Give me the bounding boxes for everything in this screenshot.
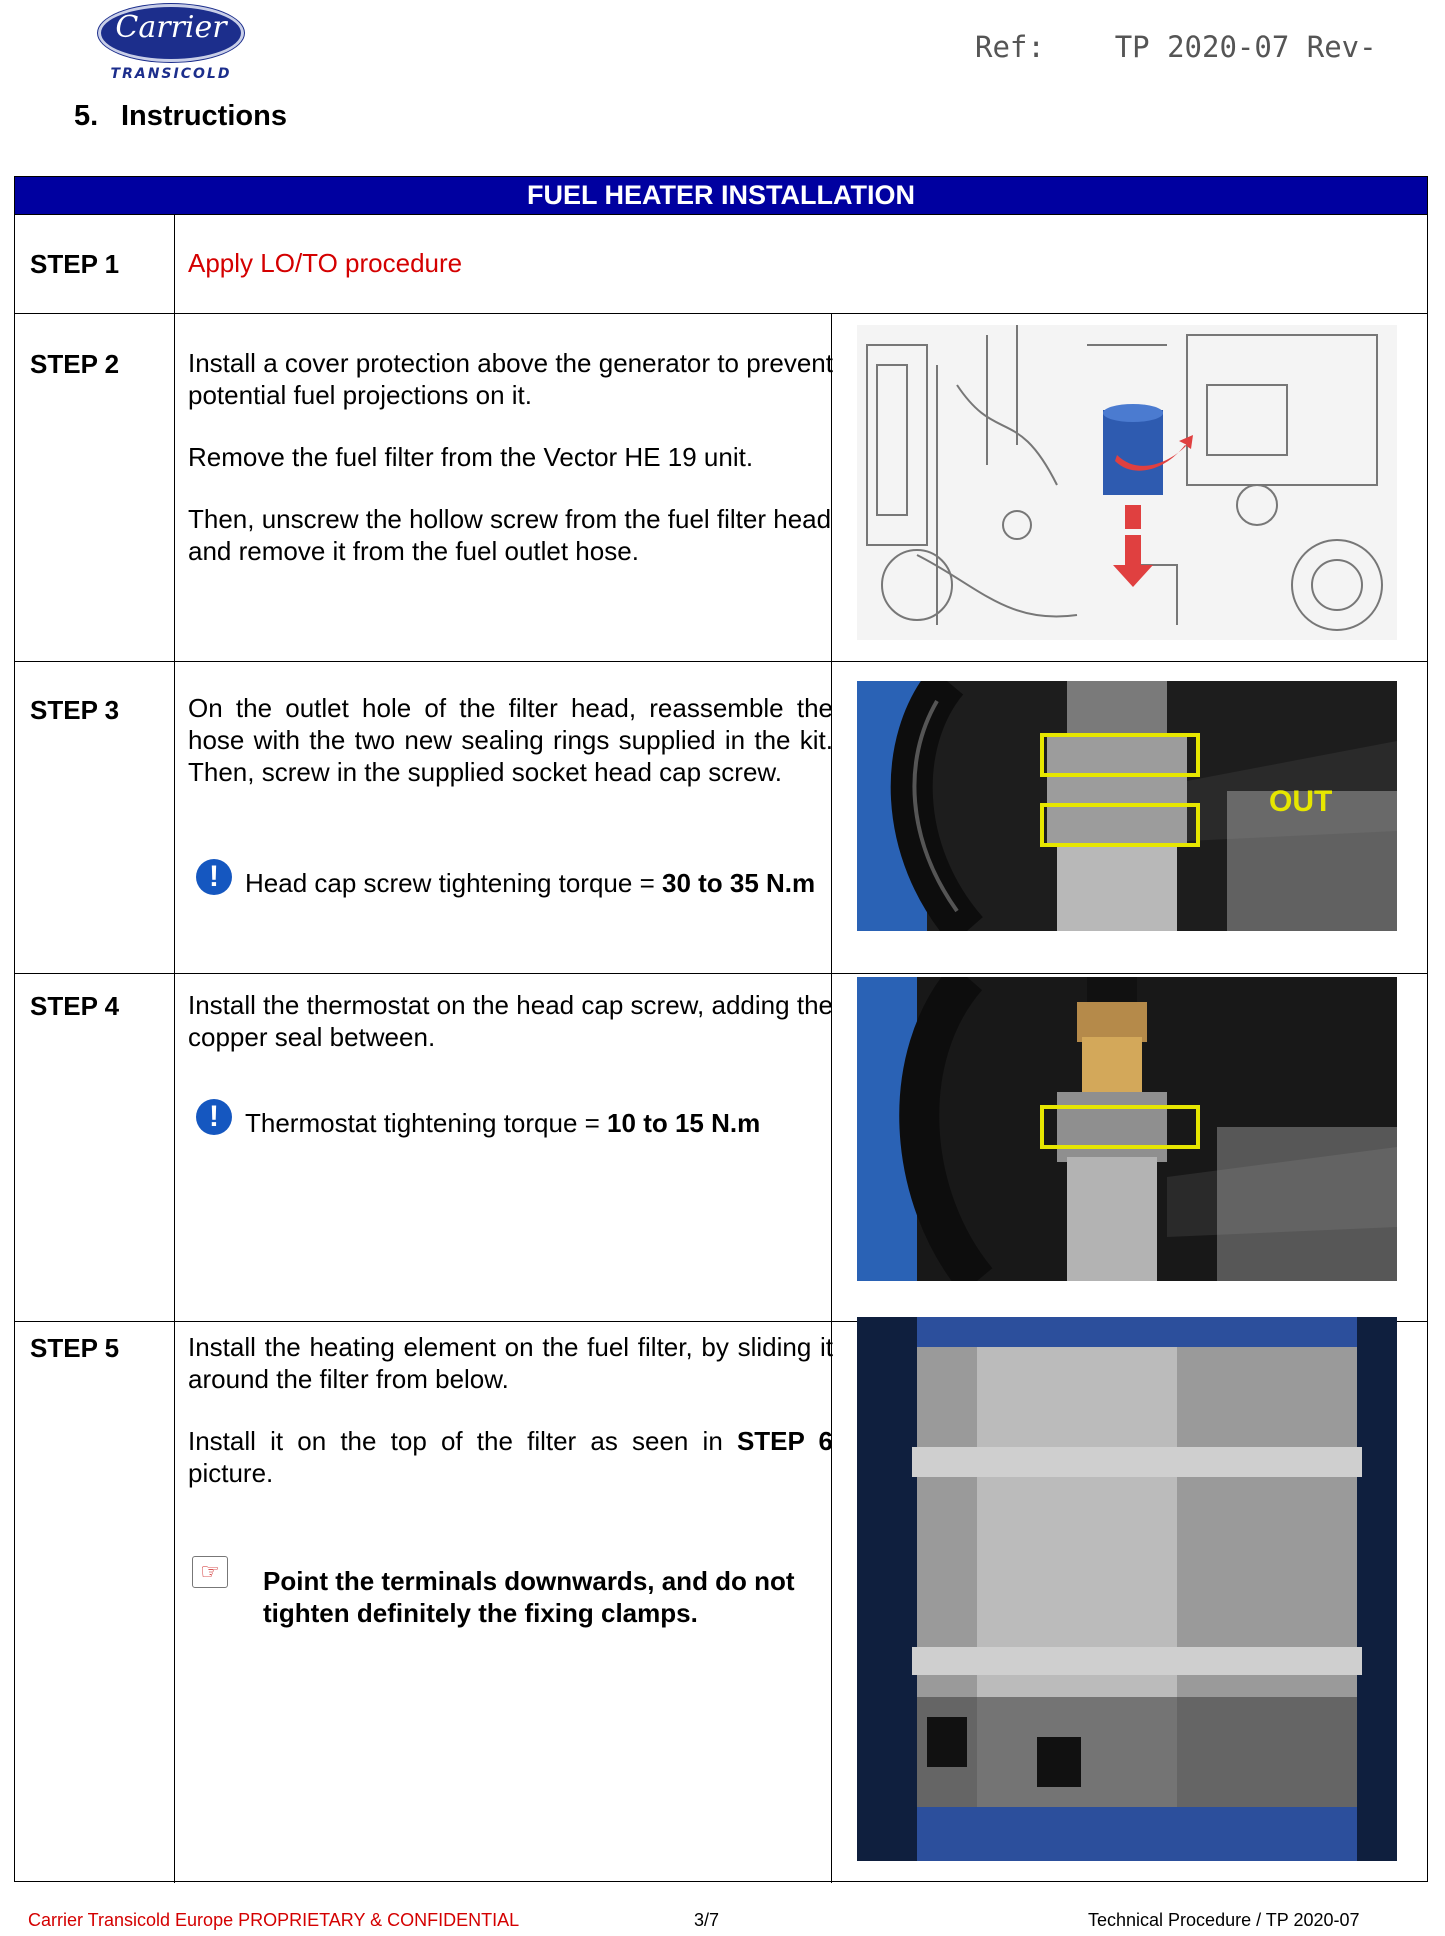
exclamation-icon: ! xyxy=(196,859,232,895)
instructions-table xyxy=(14,176,1428,1882)
out-label: OUT xyxy=(1269,785,1333,818)
carrier-logo xyxy=(96,4,246,82)
step-3-paragraph: On the outlet hole of the filter head, reassemble the hose with the two new sealing rings supplied in the kit. Then, screw in the supplied socket head cap screw. xyxy=(188,693,833,787)
thermostat-photo xyxy=(857,977,1397,1281)
step-2-text xyxy=(188,347,833,567)
note-prefix: Head cap screw tightening torque = xyxy=(245,868,662,898)
step-5-tip: Point the terminals downwards, and do not tighten definitely the fixing clamps. xyxy=(263,1566,795,1628)
step-5-paragraph: Install the heating element on the fuel filter, by sliding it around the filter from below. xyxy=(188,1332,833,1394)
step-4-label: STEP 4 xyxy=(30,991,120,1021)
section-title-text: Instructions xyxy=(121,100,287,132)
section-title xyxy=(74,100,287,133)
step-3-text xyxy=(188,692,833,788)
step-2-paragraph: Install a cover protection above the generator to prevent potential fuel projections on it. xyxy=(188,348,833,410)
note-value: 30 to 35 N.m xyxy=(661,868,816,898)
exclamation-icon: ! xyxy=(196,1099,232,1135)
step-3-torque-note xyxy=(245,867,825,899)
footer-confidential: Carrier Transicold Europe PROPRIETARY & CONFIDENTIAL xyxy=(28,1910,520,1930)
logo-subtitle: TRANSICOLD xyxy=(110,66,232,82)
footer-document-id: Technical Procedure / TP 2020-07 xyxy=(1088,1910,1360,1930)
step-2-paragraph: Remove the fuel filter from the Vector HE 19 unit. xyxy=(188,442,754,472)
step-3-label: STEP 3 xyxy=(30,695,120,725)
engine-diagram-image xyxy=(857,325,1397,640)
step-1-text: Apply LO/TO procedure xyxy=(188,248,463,278)
document-reference xyxy=(975,30,1377,64)
step-1-label: STEP 1 xyxy=(30,249,120,279)
step-5-p2-suffix: picture. xyxy=(188,1458,274,1488)
footer-page-number: 3/7 xyxy=(694,1910,720,1930)
row-divider xyxy=(15,661,1427,662)
pointing-hand-icon: ☞ xyxy=(192,1556,228,1588)
ref-label: Ref: xyxy=(975,30,1045,64)
step-2-paragraph: Then, unscrew the hollow screw from the fuel filter head and remove it from the fuel outlet hose. xyxy=(188,504,832,566)
ref-value: TP 2020-07 Rev- xyxy=(1114,30,1377,64)
step-4-torque-note xyxy=(245,1107,825,1139)
column-divider xyxy=(174,214,175,1883)
step-2-label: STEP 2 xyxy=(30,349,120,379)
filter-head-photo xyxy=(857,681,1397,931)
logo-word: Carrier xyxy=(115,10,227,45)
step-5-label: STEP 5 xyxy=(30,1333,120,1363)
step-5-p2-bold: STEP 6 xyxy=(736,1426,833,1456)
note-prefix: Thermostat tightening torque = xyxy=(245,1108,608,1138)
heating-element-photo xyxy=(857,1317,1397,1861)
table-banner: FUEL HEATER INSTALLATION xyxy=(15,177,1427,214)
note-value: 10 to 15 N.m xyxy=(607,1108,761,1138)
step-5-p2-prefix: Install it on the top of the filter as seen in xyxy=(188,1426,737,1456)
step-4-paragraph: Install the thermostat on the head cap screw, adding the copper seal between. xyxy=(188,990,833,1052)
row-divider xyxy=(15,214,1427,215)
step-5-text xyxy=(188,1331,833,1489)
row-divider xyxy=(15,313,1427,314)
section-number: 5. xyxy=(74,100,99,132)
row-divider xyxy=(15,973,1427,974)
step-4-text xyxy=(188,989,833,1053)
step-5-paragraph xyxy=(188,1425,833,1489)
